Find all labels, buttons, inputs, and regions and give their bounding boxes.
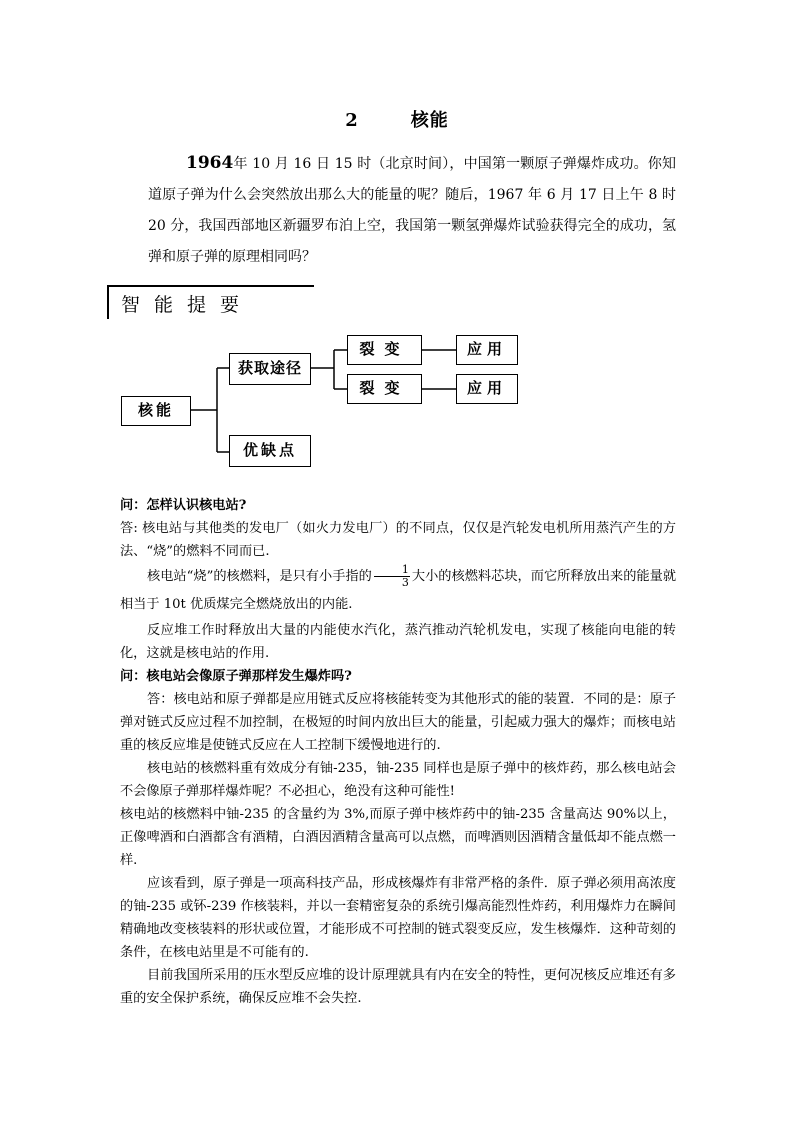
page-title <box>0 106 794 132</box>
section-header-label: 智能提要 <box>121 294 254 316</box>
intro-text <box>148 148 676 273</box>
answer-1-para-2-before: 核电站“烧”的核燃料，是只有小手指的 <box>147 569 372 584</box>
fraction-numerator: 1 <box>374 564 410 577</box>
diagram-node-acquire: 获取途径 <box>229 353 311 385</box>
qa-section <box>120 494 676 1010</box>
answer-1-para-2 <box>120 563 676 619</box>
fraction-denominator: 3 <box>401 576 409 589</box>
section-title: 核能 <box>410 110 449 131</box>
diagram-node-pros-cons: 优缺点 <box>229 435 311 467</box>
diagram-node-application-2: 应用 <box>456 374 518 404</box>
diagram-node-fission-2: 裂变 <box>347 374 422 404</box>
fraction-one-third <box>374 564 410 589</box>
answer-1-para-1: 答: 核电站与其他类的发电厂（如火力发电厂）的不同点，仅仅是汽轮发电机所用蒸汽产生的方法、“烧”的燃料不同而已. <box>120 521 676 559</box>
answer-1-para-2-after: 大小的核燃料芯块，而它所释放出来的能量就相当于 10t 优质煤完全燃烧放出的内能. <box>120 569 677 612</box>
answer-1-para-3: 反应堆工作时释放出大量的内能使水汽化，蒸汽推动汽轮机发电，实现了核能向电能的转化，这就是核电站的作用. <box>120 623 676 661</box>
diagram-node-fission-1: 裂变 <box>347 335 422 365</box>
answer-2-para-4: 应该看到，原子弹是一项高科技产品，形成核爆炸有非常严格的条件．原子弹必须用高浓度的铀-235 或钚-239 作核装料，并以一套精密复杂的系统引爆高能烈性炸药，利用爆炸力在瞬间精确地改变核装料的形状或位置，才能形成不可控制的链式裂变反应，发生核爆炸．这种苛刻的条件，在核电站里是不可能有的. <box>120 876 676 960</box>
section-number: 2 <box>345 110 359 131</box>
answer-2-para-2: 核电站的核燃料重有效成分有铀-235，铀-235 同样也是原子弹中的核炸药，那么核电站会不会像原子弹那样爆炸呢？不必担心，绝没有这种可能性! <box>120 761 676 799</box>
answer-2-para-3: 核电站的核燃料中铀-235 的含量约为 3%,而原子弹中核炸药中的铀-235 含量高达 90%以上，正像啤酒和白酒都含有酒精，白酒因酒精含量高可以点燃，而啤酒则因酒精含量低却不能点燃一样. <box>120 807 676 868</box>
intro-paragraph <box>148 148 676 273</box>
answer-2-para-1: 答：核电站和原子弹都是应用链式反应将核能转变为其他形式的能的装置．不同的是：原子弹对链式反应过程不加控制，在极短的时间内放出巨大的能量，引起威力强大的爆炸；而核电站重的核反应堆是使链式反应在人工控制下缓慢地进行的. <box>120 692 676 753</box>
intro-body: 年 10 月 16 日 15 时（北京时间），中国第一颗原子弹爆炸成功。你知道原子弹为什么会突然放出那么大的能量的呢？随后，1967 年 6 月 17 日上午 8 时 20 分，我国西部地区新疆罗布泊上空，我国第一颗氢弹爆炸试验获得完全的成功，氢弹和原子弹的原理相同吗？ <box>148 156 676 265</box>
section-header-frame <box>107 285 314 319</box>
question-2: 问：核电站会像原子弹那样发生爆炸吗? <box>120 669 352 684</box>
diagram-node-root: 核能 <box>121 396 191 426</box>
answer-2-para-5: 目前我国所采用的压水型反应堆的设计原理就具有内在安全的特性，更何况核反应堆还有多重的安全保护系统，确保反应堆不会失控. <box>120 968 676 1006</box>
intro-year: 1964 <box>186 153 234 173</box>
diagram-node-application-1: 应用 <box>456 335 518 365</box>
question-1: 问：怎样认识核电站? <box>120 498 247 513</box>
